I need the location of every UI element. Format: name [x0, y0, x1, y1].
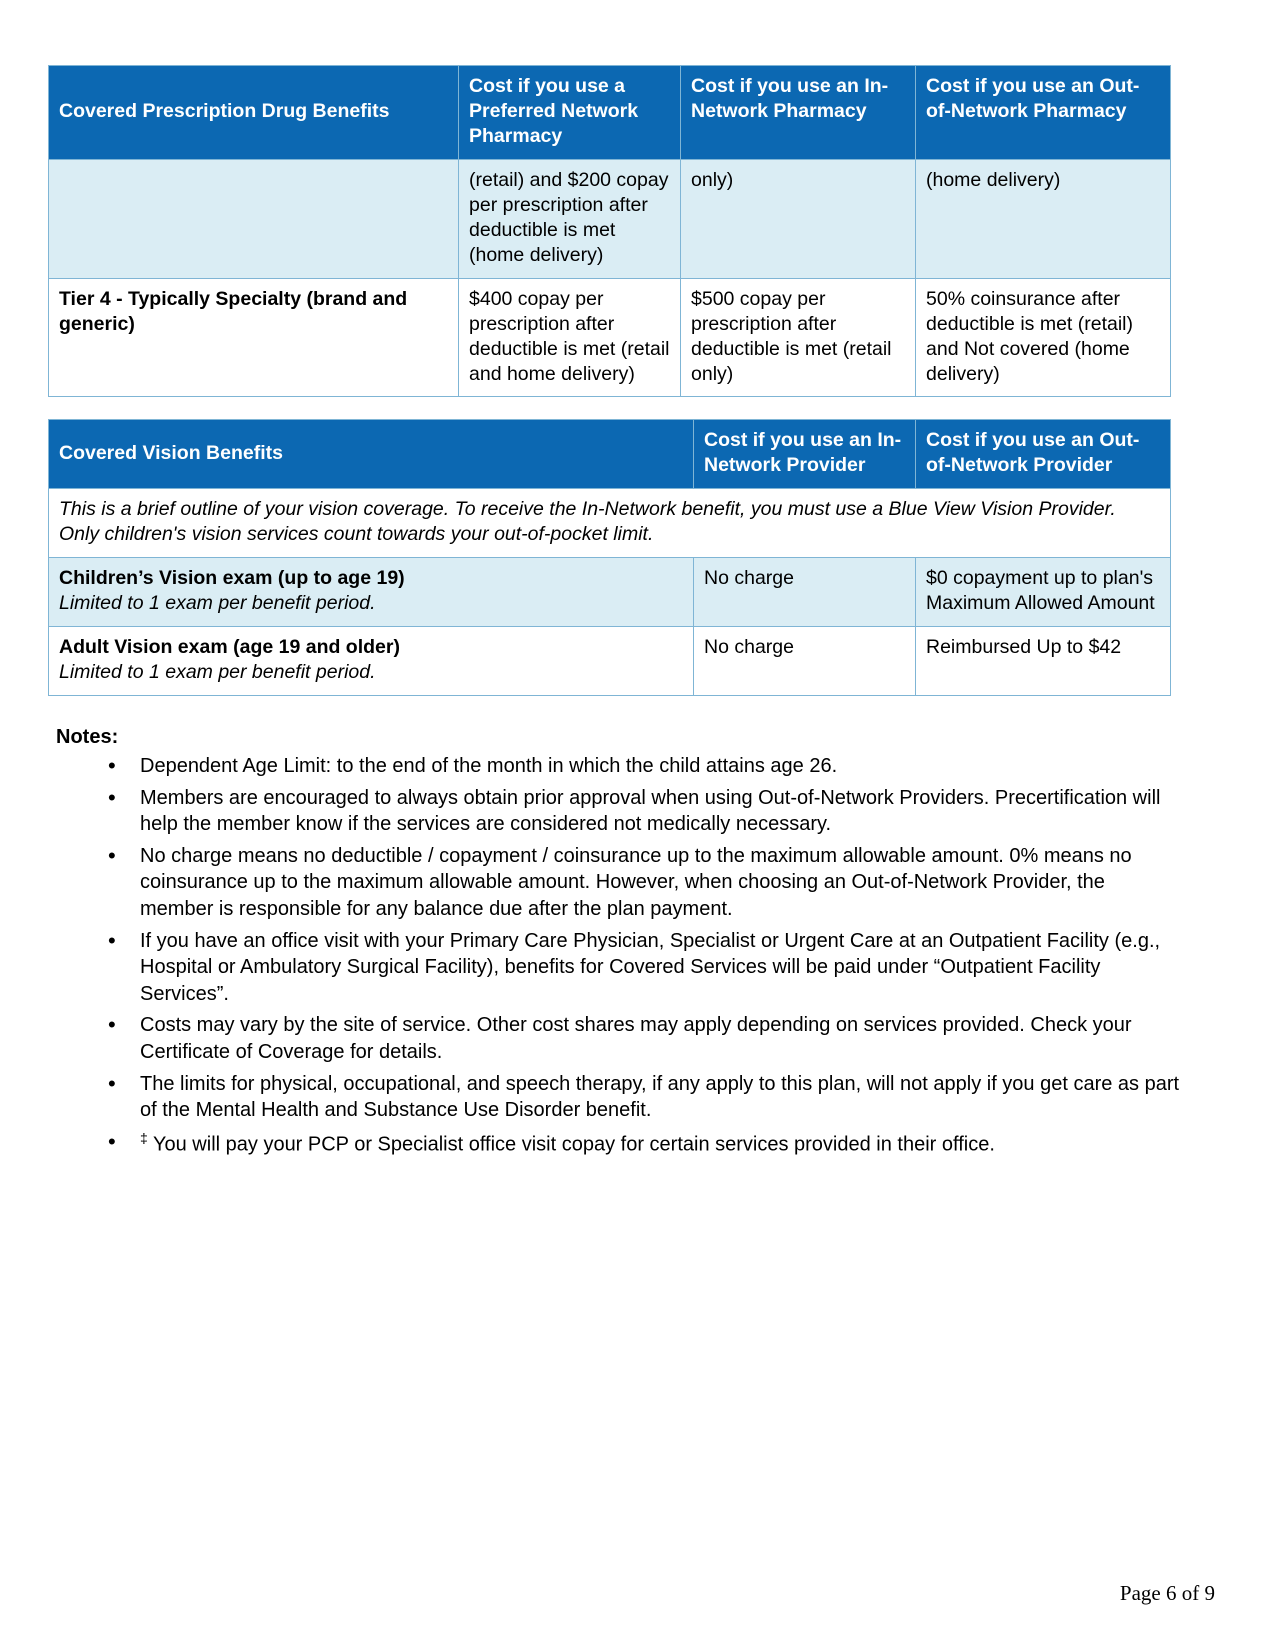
rx-row-1-benefit: Tier 4 - Typically Specialty (brand and generic): [49, 278, 459, 397]
table-row: [49, 159, 1171, 278]
page-number: Page 6 of 9: [1119, 1581, 1215, 1605]
vision-row-0-benefit: [49, 558, 694, 627]
rx-header-benefit: Covered Prescription Drug Benefits: [49, 66, 459, 160]
vision-row-0-in-network: No charge: [694, 558, 916, 627]
vision-intro-row: [49, 489, 1171, 558]
rx-row-1-in-network: $500 copay per prescription after deductible is met (retail only): [681, 278, 916, 397]
vision-row-1-benefit-label: Adult Vision exam (age 19 and older): [59, 636, 400, 659]
table-spacer: [48, 397, 1180, 419]
rx-row-0-benefit: [49, 159, 459, 278]
vision-row-0-out-of-network: $0 copayment up to plan's Maximum Allowed Amount: [916, 558, 1171, 627]
list-item: [108, 1129, 1180, 1158]
rx-row-1-out-of-network: 50% coinsurance after deductible is met (retail) and Not covered (home delivery): [916, 278, 1171, 397]
vision-table-header: [49, 420, 1171, 489]
vision-header-out-of-network: Cost if you use an Out-of-Network Provider: [916, 420, 1171, 489]
list-item: • The limits for physical, occupational, and speech therapy, if any apply to this plan, will not apply if you get care as part of the Mental Health and Substance Use Disorder benefit.: [108, 1071, 1180, 1124]
rx-row-1-preferred: $400 copay per prescription after deductible is met (retail and home delivery): [459, 278, 681, 397]
rx-row-0-in-network: only): [681, 159, 916, 278]
vision-header-in-network: Cost if you use an In-Network Provider: [694, 420, 916, 489]
list-item: • Costs may vary by the site of service. Other cost shares may apply depending on services provided. Check your Certificate of Coverage for details.: [108, 1012, 1180, 1065]
vision-header-benefit: Covered Vision Benefits: [49, 420, 694, 489]
list-item: • Members are encouraged to always obtain prior approval when using Out-of-Network Providers. Precertification will help the member know if the services are considered not medically necessary.: [108, 785, 1180, 838]
vision-row-1-benefit: [49, 627, 694, 696]
vision-row-1-benefit-note: Limited to 1 exam per benefit period.: [59, 661, 376, 684]
notes-title: Notes:: [56, 726, 119, 749]
table-row: [49, 278, 1171, 397]
table-row: [49, 558, 1171, 627]
list-item: • Dependent Age Limit: to the end of the month in which the child attains age 26.: [108, 753, 1180, 780]
rx-header-preferred: Cost if you use a Preferred Network Pharmacy: [459, 66, 681, 160]
list-item-text: You will pay your PCP or Specialist office visit copay for certain services provided in their office.: [153, 1133, 995, 1156]
vision-intro-text: This is a brief outline of your vision coverage. To receive the In-Network benefit, you must use a Blue View Vision Provider. Only children's vision services count towards your out-of-pocket limit.: [49, 489, 1171, 558]
rx-header-in-network: Cost if you use an In-Network Pharmacy: [681, 66, 916, 160]
rx-header-out-of-network: Cost if you use an Out-of-Network Pharmacy: [916, 66, 1171, 160]
vision-row-1-in-network: No charge: [694, 627, 916, 696]
rx-table-header: [49, 66, 1171, 160]
double-dagger-marker: ‡: [140, 1129, 148, 1146]
rx-row-0-preferred: (retail) and $200 copay per prescription after deductible is met (home delivery): [459, 159, 681, 278]
vision-benefits-table: [48, 419, 1171, 696]
vision-row-1-out-of-network: Reimbursed Up to $42: [916, 627, 1171, 696]
list-item: • If you have an office visit with your Primary Care Physician, Specialist or Urgent Care at an Outpatient Facility (e.g., Hospital or Ambulatory Surgical Facility), benefits for Covered Services will be paid under “Outpatient Facility Services”.: [108, 928, 1180, 1008]
notes-list: [48, 753, 1180, 1158]
vision-row-0-benefit-label: Children’s Vision exam (up to age 19): [59, 567, 405, 590]
rx-row-0-out-of-network: (home delivery): [916, 159, 1171, 278]
prescription-drug-benefits-table: [48, 65, 1171, 397]
vision-row-0-benefit-note: Limited to 1 exam per benefit period.: [59, 592, 376, 615]
list-item: • No charge means no deductible / copayment / coinsurance up to the maximum allowable amount. 0% means no coinsurance up to the maximum allowable amount. However, when choosing an Out-of-Network Provider, the member is responsible for any balance due after the plan payment.: [108, 843, 1180, 923]
table-row: [49, 627, 1171, 696]
